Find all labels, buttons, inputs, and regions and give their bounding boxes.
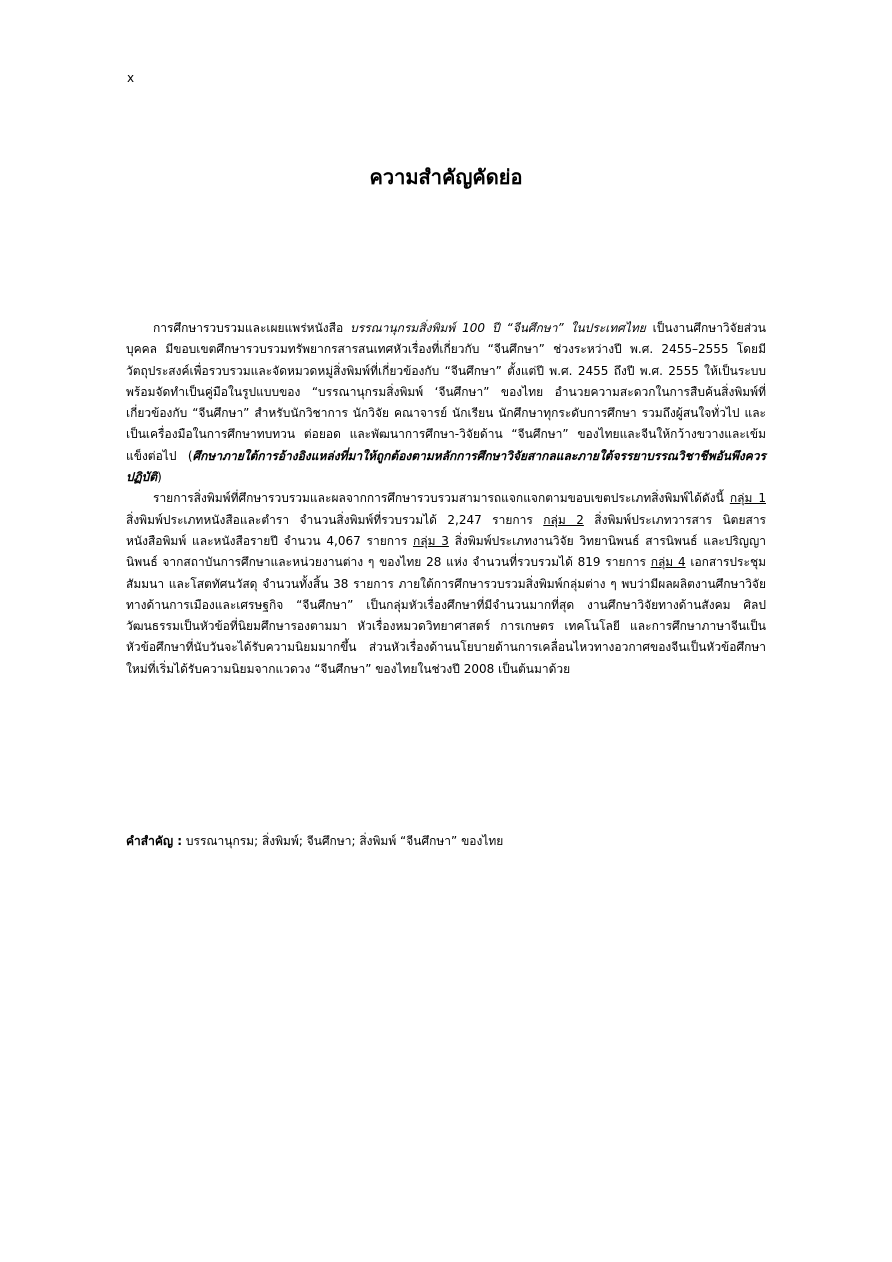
p2-text-5: เอกสารประชุม สัมมนา และโสตทัศนวัสดุ จำนวนทั้งสิ้น 38 รายการ ภายใต้การศึกษารวบรวมสิ่งพิมพ์กลุ่มต่าง ๆ พบว่ามีผลผลิตงานศึกษาวิจัยทางด้านการเมืองและเศรษฐกิจ “จีนศึกษา” เป็นกลุ่มหัวเรื่องศึกษาที่มีจำนวนมากที่สุด งานศึกษาวิจัยทางด้านสังคม ศิลปวัฒนธรรมเป็นหัวข้อที่นิยมศึกษารองตามมา หัวเรื่องหมวดวิทยาศาสตร์ การเกษตร เทคโนโลยี และการศึกษาภาษาจีนเป็นหัวข้อศึกษาที่นับวันจะได้รับความนิยมมากขึ้น ส่วนหัวเรื่องด้านนโยบายด้านการเคลื่อนไหวทางอวกาศของจีนเป็นหัวข้อศึกษาใหม่ที่เริ่มได้รับความนิยมจากแวดวง “จีนศึกษา” ของไทยในช่วงปี 2008 เป็นต้นมาด้วย: [126, 555, 766, 676]
p1-text-2: เป็นงานศึกษาวิจัยส่วนบุคคล มีขอบเขตศึกษารวบรวมทรัพยากรสารสนเทศหัวเรื่องที่เกี่ยวกับ “จีนศึกษา” ช่วงระหว่างปี พ.ศ. 2455–2555 โดยมีวัตถุประสงค์เพื่อรวบรวมและจัดหมวดหมู่สิ่งพิมพ์ที่เกี่ยวข้องกับ “จีนศึกษา” ตั้งแต่ปี พ.ศ. 2455 ถึงปี พ.ศ. 2555 ให้เป็นระบบพร้อมจัดทำเป็นคู่มือในรูปแบบของ “บรรณานุกรมสิ่งพิมพ์ ‘จีนศึกษา” ของไทย อำนวยความสะดวกในการสืบค้นสิ่งพิมพ์ที่เกี่ยวข้องกับ “จีนศึกษา” สำหรับนักวิชาการ นักวิจัย คณาจารย์ นักเรียน นักศึกษาทุกระดับการศึกษา รวมถึงผู้สนใจทั่วไป และเป็นเครื่องมือในการศึกษาทบทวน ต่อยอด และพัฒนาการศึกษา-วิจัยด้าน “จีนศึกษา” ของไทยและจีนให้กว้างขวางและเข้มแข็งต่อไป (: [126, 321, 766, 463]
group-1-label: กลุ่ม 1: [729, 491, 766, 506]
p2-text-3: สิ่งพิมพ์ประเภทวารสาร นิตยสาร หนังสือพิมพ์ และหนังสือรายปี จำนวน 4,067 รายการ: [126, 512, 767, 548]
abstract-paragraph-2: [126, 488, 766, 680]
p2-text-2: สิ่งพิมพ์ประเภทหนังสือและตำรา จำนวนสิ่งพิมพ์ที่รวบรวมได้ 2,247 รายการ: [126, 512, 544, 527]
keywords: [126, 831, 766, 852]
p1-emphasis: ศึกษาภายใต้การอ้างอิงแหล่งที่มาให้ถูกต้องตามหลักการศึกษาวิจัยสากลและภายใต้จรรยาบรรณวิชาชีพอันพึงควรปฏิบัติ: [126, 448, 766, 485]
p2-text-1: รายการสิ่งพิมพ์ที่ศึกษารวบรวมและผลจากการศึกษารวบรวมสามารถแจกแจกตามขอบเขตประเภทสิ่งพิมพ์ได้ดังนี้: [153, 491, 730, 506]
group-2-label: กลุ่ม 2: [543, 512, 584, 527]
page-title: ความสำคัญคัดย่อ: [369, 165, 523, 189]
group-3-label: กลุ่ม 3: [412, 533, 449, 548]
keywords-label: คำสำคัญ :: [126, 834, 183, 848]
page-number: x: [127, 71, 135, 85]
group-4-label: กลุ่ม 4: [650, 555, 686, 570]
abstract-body: [126, 318, 766, 680]
abstract-paragraph-1: [126, 318, 766, 488]
book-title: บรรณานุกรมสิ่งพิมพ์ 100 ปี “จีนศึกษา” ในประเทศไทย: [350, 321, 646, 335]
p1-text-1: การศึกษารวบรวมและเผยแพร่หนังสือ: [153, 321, 351, 335]
p1-text-3: ): [157, 470, 162, 485]
keywords-text: บรรณานุกรม; สิ่งพิมพ์; จีนศึกษา; สิ่งพิมพ์ “จีนศึกษา” ของไทย: [182, 834, 504, 848]
p2-text-4: สิ่งพิมพ์ประเภทงานวิจัย วิทยานิพนธ์ สารนิพนธ์ และปริญญานิพนธ์ จากสถาบันการศึกษาและหน่วยงานต่าง ๆ ของไทย 28 แห่ง จำนวนที่รวบรวมได้ 819 รายการ: [126, 533, 766, 570]
